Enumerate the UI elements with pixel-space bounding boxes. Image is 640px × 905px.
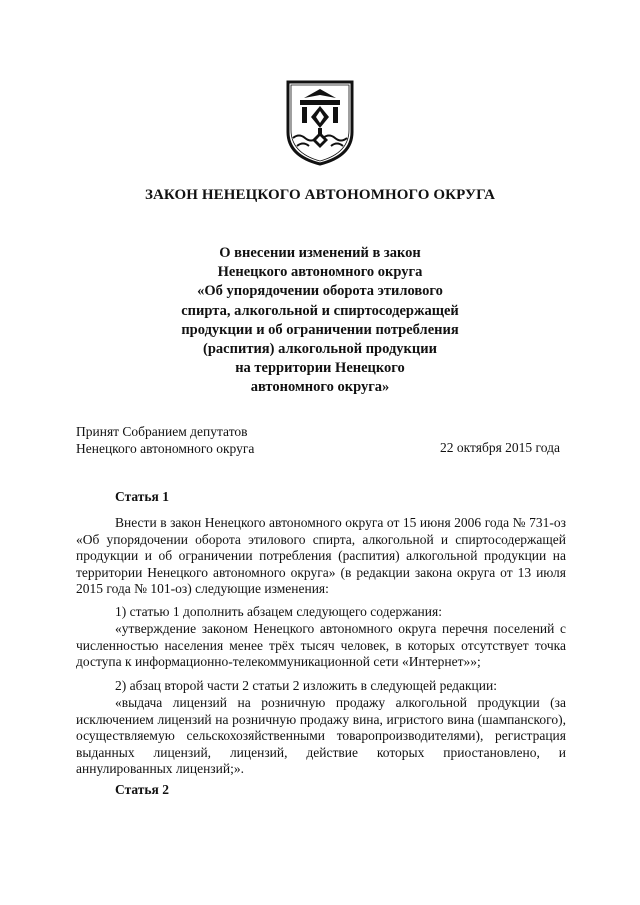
article-2-heading: Статья 2 [115,782,169,797]
law-title: ЗАКОН НЕНЕЦКОГО АВТОНОМНОГО ОКРУГА [144,187,496,203]
adopted-by [76,424,254,457]
item-2-label: 2) абзац второй части 2 статьи 2 изложить в следующей редакции: [115,678,497,693]
adopted-line: Принят Собранием депутатов [76,424,248,439]
subject-line: Ненецкого автономного округа [217,264,423,281]
subject-line: на территории Ненецкого [235,360,405,377]
article-1-heading: Статья 1 [115,489,169,504]
subject-line: автономного округа» [250,379,390,396]
subject-line: спирта, алкогольной и спиртосодержащей [181,302,459,319]
item-2-text: «выдача лицензий на розничную продажу алкогольной продукции (за исключением лицензий на розничную продажу вина, игристого вина (шампанского), осуществляемую сельскохозяйственными товаропроизводителями), регистрация выданных лицензий, лицензий, действие которых приостановлено, и аннулированных лицензий;». [76,695,566,776]
subject-line: О внесении изменений в закон [219,245,421,261]
subject-line: (распития) алкогольной продукции [203,341,437,358]
item-1-label: 1) статью 1 дополнить абзацем следующего содержания: [115,604,442,619]
article-1-intro: Внести в закон Ненецкого автономного округа от 15 июня 2006 года № 731-оз «Об упорядочении оборота этилового спирта, алкогольной и спиртосодержащей продукции и об ограничении потребления (распития) алкогольной продукции на территории Ненецкого автономного округа» (в редакции закона округа от 13 июля 2015 года № 101-оз) следующие изменения: [76,515,566,596]
adopted-line: Ненецкого автономного округа [76,440,255,456]
subject-line: продукции и об ограничении потребления [181,321,459,338]
subject-line: «Об упорядочении оборота этилового [197,283,443,300]
law-subject [140,244,500,398]
adoption-date: 22 октября 2015 года [440,440,560,455]
item-1-text: «утверждение законом Ненецкого автономного округа перечня поселений с численностью населения менее трёх тысяч человек, в которых отсутствует точка доступа к информационно-телекоммуникационной сети «Интернет»»; [76,621,566,669]
coat-of-arms-emblem [282,76,358,168]
